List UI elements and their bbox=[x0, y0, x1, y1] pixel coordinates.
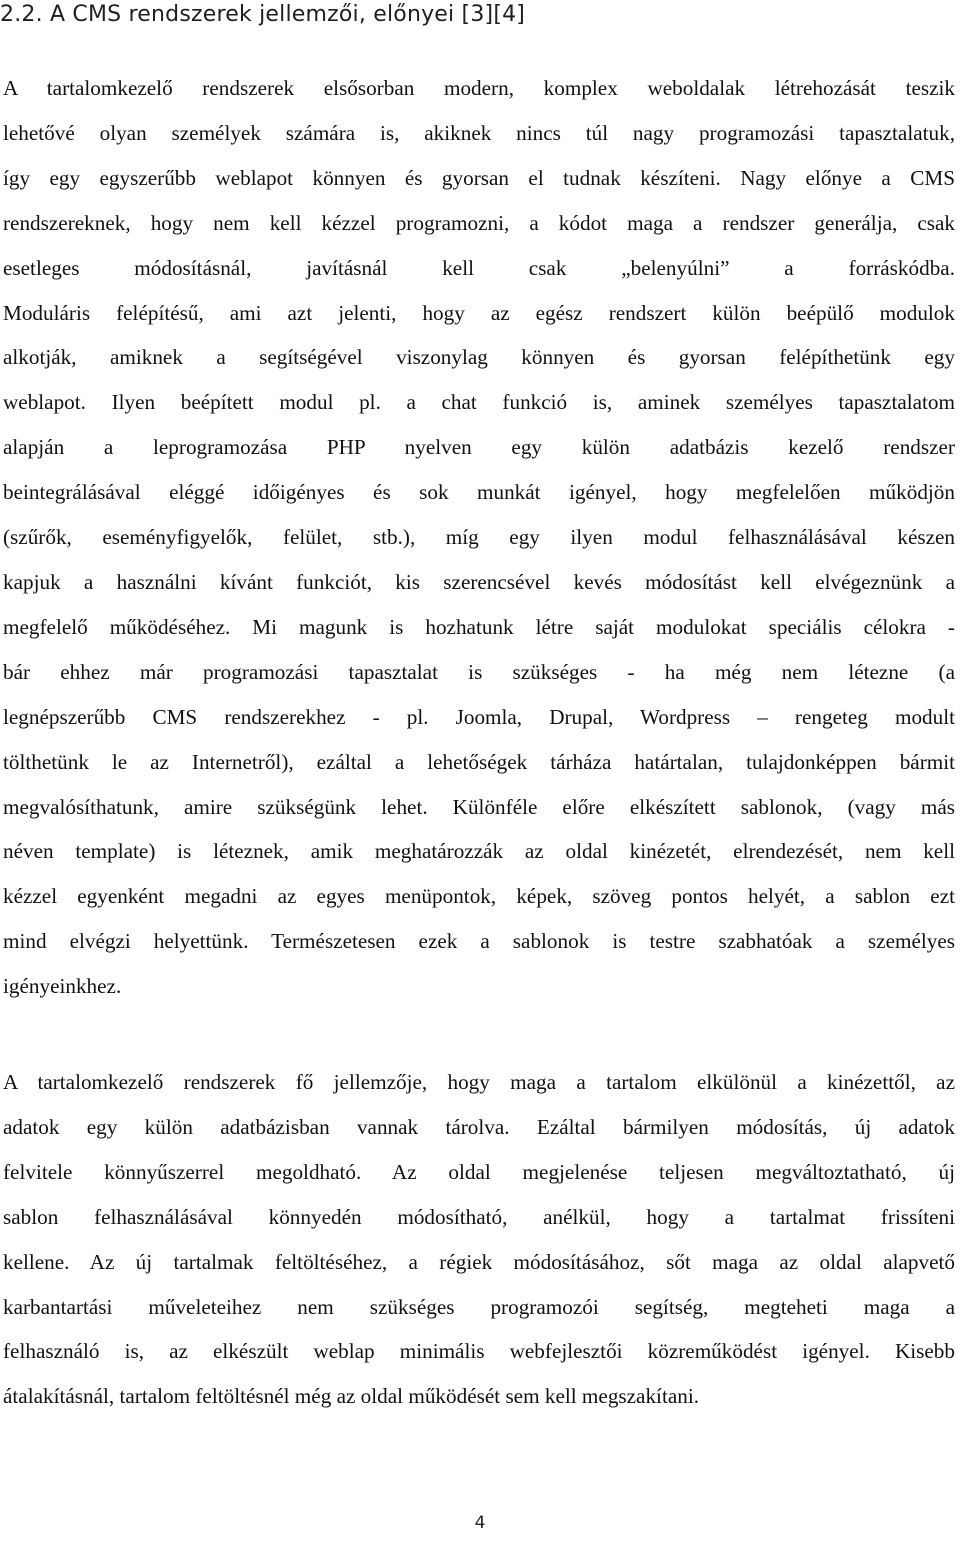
paragraph-1-line: legnépszerűbb CMS rendszerekhez - pl. Joomla, Drupal, Wordpress – rengeteg modult bbox=[3, 704, 955, 729]
paragraph-1-line: esetleges módosításnál, javításnál kell csak „belenyúlni” a forráskódba. bbox=[3, 255, 955, 280]
paragraph-2-line: sablon felhasználásával könnyedén módosítható, anélkül, hogy a tartalmat frissíteni bbox=[3, 1204, 955, 1229]
section-heading: 2.2. A CMS rendszerek jellemzői, előnyei [3][4] bbox=[0, 2, 526, 27]
paragraph-1-line: mind elvégzi helyettünk. Természetesen ezek a sablonok is testre szabhatóak a személyes bbox=[3, 929, 955, 954]
paragraph-1-line: rendszereknek, hogy nem kell kézzel programozni, a kódot maga a rendszer generálja, csak bbox=[3, 210, 955, 235]
paragraph-1-line: megvalósíthatunk, amire szükségünk lehet. Különféle előre elkészített sablonok, (vagy más bbox=[3, 794, 955, 819]
paragraph-1-line: alkotják, amiknek a segítségével viszonylag könnyen és gyorsan felépíthetünk egy bbox=[3, 345, 955, 370]
paragraph-1-line: A tartalomkezelő rendszerek elsősorban modern, komplex weboldalak létrehozását teszik bbox=[3, 76, 955, 100]
paragraph-2-line: karbantartási műveleteihez nem szükséges programozói segítség, megteheti maga a bbox=[3, 1294, 955, 1319]
paragraph-1-line: megfelelő működéséhez. Mi magunk is hozhatunk létre saját modulokat speciális célokra - bbox=[3, 614, 955, 639]
paragraph-1-line: így egy egyszerűbb weblapot könnyen és gyorsan el tudnak készíteni. Nagy előnye a CMS bbox=[3, 165, 955, 190]
paragraph-2-line: felvitele könnyűszerrel megoldható. Az oldal megjelenése teljesen megváltoztatható, új bbox=[3, 1159, 955, 1184]
paragraph-2-line: kellene. Az új tartalmak feltöltéséhez, a régiek módosításához, sőt maga az oldal alapvető bbox=[3, 1249, 955, 1274]
paragraph-1-line: beintegrálásával eléggé időigényes és sok munkát igényel, hogy megfelelően működjön bbox=[3, 480, 955, 505]
paragraph-1-line: weblapot. Ilyen beépített modul pl. a chat funkció is, aminek személyes tapasztalatom bbox=[3, 390, 955, 415]
paragraph-1-line: igényeinkhez. bbox=[3, 974, 122, 999]
paragraph-1-line: kapjuk a használni kívánt funkciót, kis szerencsével kevés módosítást kell elvégeznünk a bbox=[3, 569, 955, 594]
paragraph-1-line: lehetővé olyan személyek számára is, akiknek nincs túl nagy programozási tapasztalatuk, bbox=[3, 120, 955, 145]
page-number: 4 bbox=[474, 1513, 486, 1533]
paragraph-2-line: adatok egy külön adatbázisban vannak tárolva. Ezáltal bármilyen módosítás, új adatok bbox=[3, 1114, 955, 1139]
paragraph-1-line: Moduláris felépítésű, ami azt jelenti, hogy az egész rendszert külön beépülő modulok bbox=[3, 300, 955, 325]
paragraph-2 bbox=[3, 1060, 955, 1419]
paragraph-1-line: néven template) is léteznek, amik meghatározzák az oldal kinézetét, elrendezését, nem kell bbox=[3, 839, 955, 864]
paragraph-2-line: átalakításnál, tartalom feltöltésnél még az oldal működését sem kell megszakítani. bbox=[3, 1384, 700, 1409]
paragraph-2-line: A tartalomkezelő rendszerek fő jellemzője, hogy maga a tartalom elkülönül a kinézettől, az bbox=[3, 1070, 955, 1094]
paragraph-2-line: felhasználó is, az elkészült weblap minimális webfejlesztői közreműködést igényel. Kisebb bbox=[3, 1339, 955, 1364]
paragraph-1-line: alapján a leprogramozása PHP nyelven egy külön adatbázis kezelő rendszer bbox=[3, 435, 955, 460]
paragraph-1-line: tölthetünk le az Internetről), ezáltal a lehetőségek tárháza határtalan, tulajdonképpen bármit bbox=[3, 749, 955, 774]
paragraph-1-line: kézzel egyenként megadni az egyes menüpontok, képek, szöveg pontos helyét, a sablon ezt bbox=[3, 884, 955, 909]
paragraph-1 bbox=[3, 66, 955, 1009]
paragraph-1-line: bár ehhez már programozási tapasztalat is szükséges - ha még nem létezne (a bbox=[3, 659, 955, 684]
paragraph-1-line: (szűrők, eseményfigyelők, felület, stb.), míg egy ilyen modul felhasználásával készen bbox=[3, 525, 955, 550]
